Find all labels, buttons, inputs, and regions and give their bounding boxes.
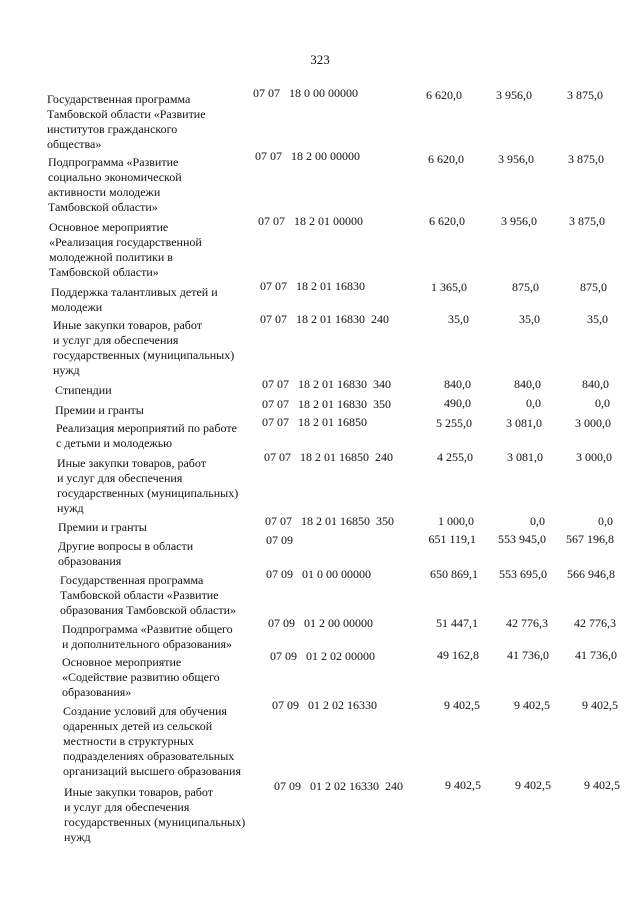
row-name: Поддержка талантливых детей и молодежи [51,285,218,314]
row-value-3: 3 875,0 [569,214,605,228]
row-code: 07 09 [266,533,293,547]
row-code: 07 07 18 2 01 16850 350 [265,514,394,528]
row-value-3: 42 776,3 [574,616,616,630]
row-value-2: 41 736,0 [507,648,549,662]
row-value-3: 566 946,8 [567,567,615,581]
row-name: Премии и гранты [58,520,147,534]
row-value-2: 875,0 [512,280,539,294]
row-name: Создание условий для обучения одаренных детей из сельской местности в структурных подразделениях образовательных организаций высшего образования [63,704,241,778]
row-code: 07 09 01 2 02 16330 [272,698,377,712]
row-code: 07 07 18 2 01 16830 350 [262,397,391,411]
row-value-2: 3 081,0 [506,416,542,430]
row-value-2: 9 402,5 [514,698,550,712]
row-value-1: 6 620,0 [428,152,464,166]
row-value-3: 840,0 [582,377,609,391]
row-name: Иные закупки товаров, работ и услуг для обеспечения государственных (муниципальных) нужд [53,318,235,377]
row-code: 07 07 18 0 00 00000 [253,86,358,100]
row-value-3: 35,0 [587,312,608,326]
row-name: Реализация мероприятий по работе с детьми и молодежью [56,421,237,450]
row-code: 07 07 18 2 01 00000 [258,214,363,228]
row-code: 07 07 18 2 01 16830 340 [262,377,391,391]
row-value-2: 42 776,3 [506,616,548,630]
row-code: 07 09 01 2 02 16330 240 [274,779,403,793]
row-value-1: 35,0 [448,312,469,326]
row-value-1: 1 000,0 [438,514,474,528]
row-value-3: 875,0 [580,280,607,294]
row-value-2: 0,0 [526,396,541,410]
row-value-1: 9 402,5 [445,778,481,792]
row-value-2: 3 956,0 [498,152,534,166]
row-code: 07 07 18 2 00 00000 [255,149,360,163]
row-name: Другие вопросы в области образования [58,539,194,568]
row-value-1: 6 620,0 [426,88,462,102]
row-value-3: 3 875,0 [568,152,604,166]
row-name: Премии и гранты [55,403,144,417]
row-value-3: 3 000,0 [575,416,611,430]
row-code: 07 07 18 2 01 16850 240 [264,450,393,464]
row-value-3: 3 875,0 [567,88,603,102]
row-code: 07 07 18 2 01 16830 [260,279,365,293]
row-value-1: 5 255,0 [436,416,472,430]
row-value-1: 650 869,1 [430,567,478,581]
row-value-2: 3 956,0 [496,88,532,102]
row-value-2: 3 956,0 [501,214,537,228]
row-value-1: 4 255,0 [437,450,473,464]
row-name: Подпрограмма «Развитие социально экономической активности молодежи Тамбовской области» [48,155,182,214]
row-value-1: 490,0 [444,396,471,410]
row-code: 07 07 18 2 01 16850 [262,415,367,429]
row-name: Иные закупки товаров, работ и услуг для обеспечения государственных (муниципальных) нужд [64,785,246,844]
row-value-1: 651 119,1 [428,532,476,546]
row-name: Государственная программа Тамбовской области «Развитие образования Тамбовской области» [60,573,237,617]
row-name: Основное мероприятие «Содействие развитию общего образования» [62,655,220,699]
row-value-1: 1 365,0 [431,280,467,294]
row-value-2: 0,0 [530,514,545,528]
row-code: 07 09 01 0 00 00000 [266,567,371,581]
row-value-1: 6 620,0 [429,214,465,228]
row-value-2: 840,0 [514,377,541,391]
row-value-3: 9 402,5 [584,778,620,792]
row-value-1: 9 402,5 [444,698,480,712]
row-value-1: 840,0 [444,377,471,391]
row-value-2: 553 695,0 [499,567,547,581]
row-name: Иные закупки товаров, работ и услуг для обеспечения государственных (муниципальных) нужд [57,456,239,515]
row-code: 07 09 01 2 02 00000 [270,649,375,663]
row-name: Основное мероприятие «Реализация государственной молодежной политики в Тамбовской области» [49,220,202,279]
row-value-3: 567 196,8 [566,532,614,546]
row-name: Государственная программа Тамбовской области «Развитие институтов гражданского общества» [47,92,206,151]
row-name: Подпрограмма «Развитие общего и дополнительного образования» [62,622,233,651]
row-code: 07 09 01 2 00 00000 [268,616,373,630]
row-value-1: 51 447,1 [436,616,478,630]
row-value-2: 553 945,0 [498,532,546,546]
row-value-1: 49 162,8 [437,648,479,662]
row-value-3: 9 402,5 [582,698,618,712]
row-name: Стипендии [55,383,112,397]
row-value-3: 0,0 [598,514,613,528]
row-value-2: 35,0 [519,312,540,326]
row-value-3: 41 736,0 [575,648,617,662]
row-value-3: 3 000,0 [576,450,612,464]
row-code: 07 07 18 2 01 16830 240 [260,312,389,326]
row-value-3: 0,0 [595,396,610,410]
page-number: 323 [310,52,330,67]
row-value-2: 3 081,0 [507,450,543,464]
row-value-2: 9 402,5 [515,778,551,792]
